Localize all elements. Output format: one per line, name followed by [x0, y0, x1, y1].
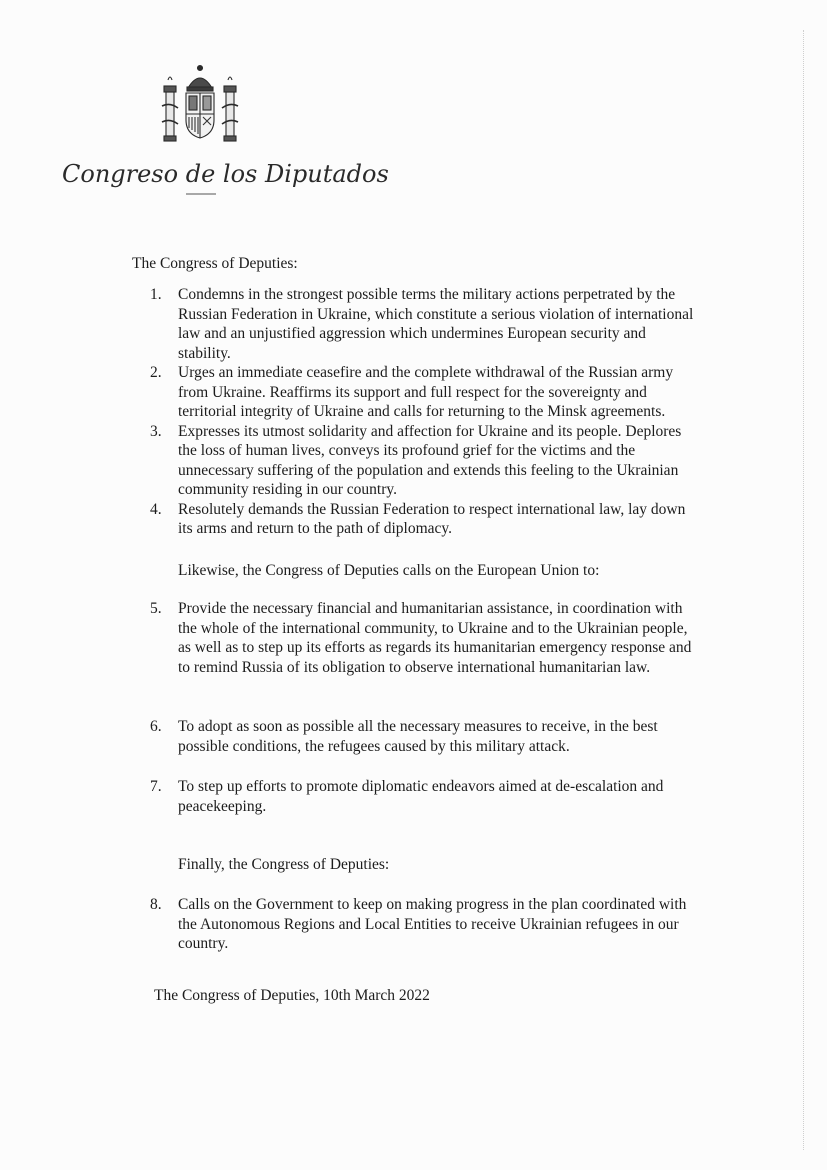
item-list-group-2b: [150, 717, 700, 756]
finally-paragraph: Finally, the Congress of Deputies:: [178, 856, 390, 873]
list-item: 1. Condemns in the strongest possible terms the military actions perpetrated by the Russian Federation in Ukraine, which constitute a serious violation of international law and an unjustified aggression which undermines European security and stability.: [150, 286, 694, 362]
svg-text:Congreso de los Diputados: Congreso de los Diputados: [62, 160, 389, 188]
item-list-group-1: [150, 285, 700, 539]
intro-heading: The Congress of Deputies:: [132, 255, 298, 272]
scan-edge: [803, 30, 804, 1150]
dateline: The Congress of Deputies, 10th March 2022: [154, 987, 430, 1004]
list-item: 3. Expresses its utmost solidarity and affection for Ukraine and its people. Deplores the loss of human lives, conveys its profound grief for the victims and the unnecessary suffering of the population and extends this feeling to the Ukrainian community residing in our country.: [150, 422, 682, 498]
list-item: 4. Resolutely demands the Russian Federation to respect international law, lay down its arms and return to the path of diplomacy.: [150, 500, 686, 537]
list-item: 7. To step up efforts to promote diplomatic endeavors aimed at de-escalation and peacekeeping.: [150, 778, 664, 815]
list-item: 8. Calls on the Government to keep on making progress in the plan coordinated with the Autonomous Regions and Local Entities to receive Ukrainian refugees in our country.: [150, 896, 687, 952]
list-item: 6. To adopt as soon as possible all the necessary measures to receive, in the best possible conditions, the refugees caused by this military attack.: [150, 718, 658, 755]
item-list-group-2c: [150, 777, 700, 816]
spanish-coat-of-arms-icon: [158, 62, 242, 148]
list-item: 5. Provide the necessary financial and humanitarian assistance, in coordination with the whole of the international community, to Ukraine and to the Ukrainian people, as well as to step up its efforts as regards its humanitarian emergency response and to remind Russia of its obligation to observe international humanitarian law.: [150, 600, 692, 676]
item-list-group-3: [150, 895, 700, 954]
list-item: 2. Urges an immediate ceasefire and the complete withdrawal of the Russian army from Ukraine. Reaffirms its support and full respect for the sovereignty and territorial integrity of Ukraine and calls for returning to the Minsk agreements.: [150, 364, 674, 420]
item-list-group-2: [150, 599, 700, 677]
likewise-paragraph: Likewise, the Congress of Deputies calls on the European Union to:: [178, 562, 600, 579]
institution-signature: [60, 150, 389, 208]
